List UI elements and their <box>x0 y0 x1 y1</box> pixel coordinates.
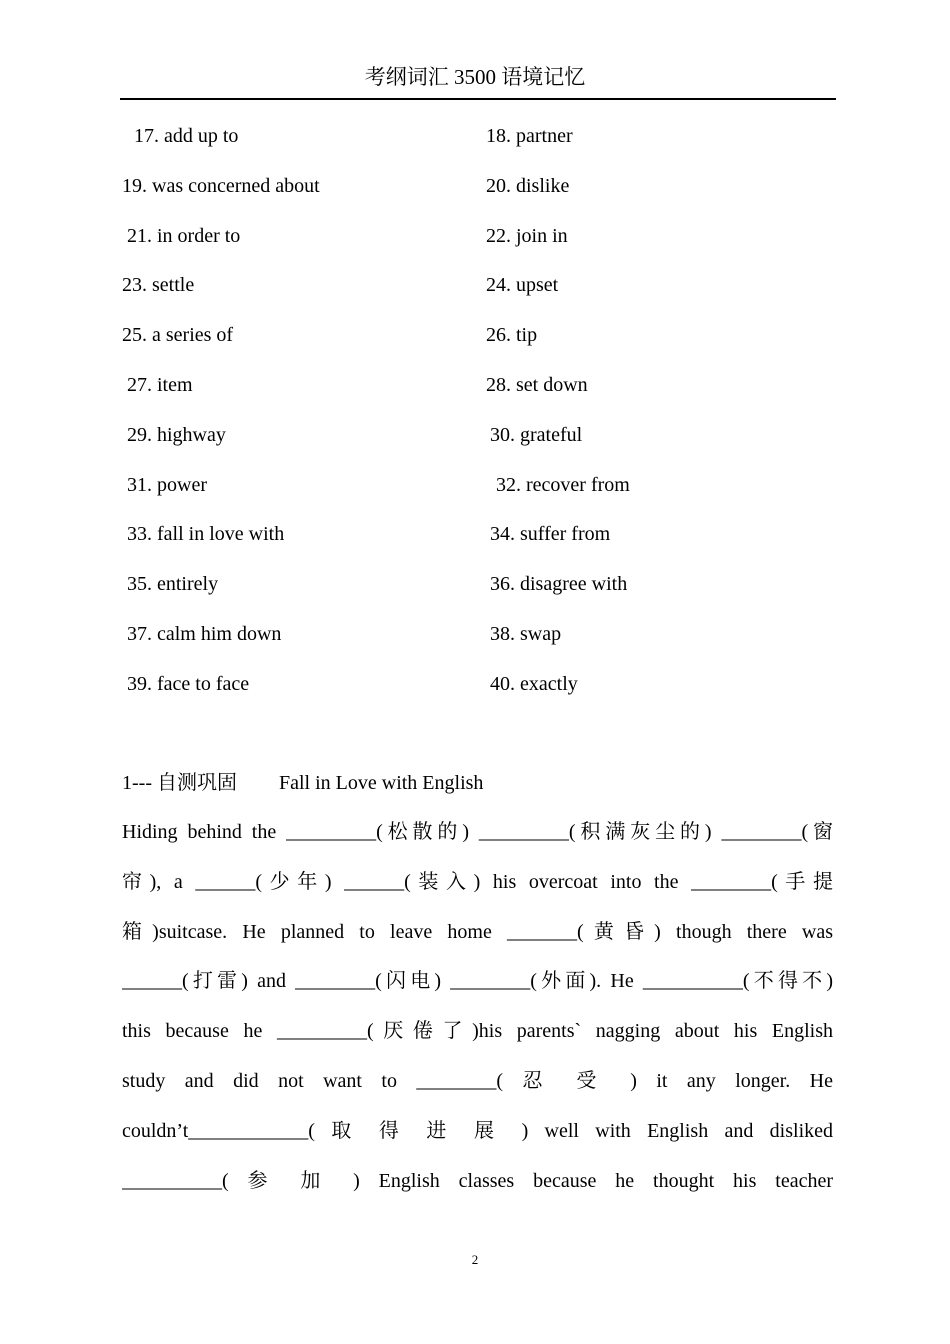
vocab-row <box>0 461 950 511</box>
vocab-item: 35. entirely <box>127 573 219 596</box>
paragraph-line: 箱)suitcase. He planned to leave home _______(黄昏) though there was <box>122 920 833 943</box>
vocab-row <box>0 510 950 560</box>
vocab-item: 24. upset <box>486 274 559 297</box>
vocab-item: 17. add up to <box>134 125 239 147</box>
vocab-item: 33. fall in love with <box>127 523 285 546</box>
paragraph-line: this because he _________(厌倦了)his parents` nagging about his English <box>122 1020 833 1043</box>
vocab-item: 31. power <box>127 473 207 496</box>
vocab-row <box>0 311 950 361</box>
vocab-item: 39. face to face <box>127 672 250 695</box>
vocab-item: 40. exactly <box>490 672 578 695</box>
vocab-row <box>0 610 950 660</box>
vocab-row <box>0 411 950 461</box>
vocab-row <box>0 660 950 710</box>
paragraph-line: study and did not want to ________( 忍 受 ) it any longer. He <box>122 1069 833 1092</box>
cloze-paragraph <box>122 808 833 1206</box>
vocab-item: 29. highway <box>127 423 226 446</box>
section-heading <box>122 765 483 801</box>
vocab-item: 18. partner <box>486 125 573 147</box>
vocab-item: 36. disagree with <box>490 573 628 596</box>
section-title: Fall in Love with English <box>278 772 484 794</box>
vocab-row <box>0 361 950 411</box>
vocab-item: 28. set down <box>486 373 588 396</box>
vocab-row <box>0 112 950 162</box>
vocab-item: 20. dislike <box>486 174 570 197</box>
running-header: 考纲词汇 3500 语境记忆 <box>364 65 586 89</box>
vocab-row <box>0 261 950 311</box>
paragraph-line: Hiding behind the _________(松散的) _________(积满灰尘的) ________(窗 <box>122 821 833 843</box>
vocab-item: 34. suffer from <box>490 523 611 546</box>
paragraph-line: 帘), a ______(少年) ______(装入) his overcoat into the ________(手提 <box>122 870 833 893</box>
vocab-item: 30. grateful <box>490 423 583 446</box>
vocab-item: 37. calm him down <box>127 622 282 645</box>
vocab-item: 21. in order to <box>127 224 241 247</box>
vocabulary-answer-list <box>0 112 950 710</box>
paragraph-line: __________( 参 加 ) English classes because he thought his teacher <box>122 1169 833 1192</box>
vocab-item: 32. recover from <box>496 473 630 496</box>
vocab-item: 25. a series of <box>122 324 234 347</box>
page-number: 2 <box>471 1252 479 1267</box>
paragraph-line: ______(打雷) and ________(闪电) ________(外面). He __________(不得不) <box>122 970 833 993</box>
vocab-item: 23. settle <box>122 274 195 297</box>
vocab-row <box>0 212 950 262</box>
vocab-item: 26. tip <box>486 324 538 347</box>
section-number: 1--- 自测巩固 <box>122 772 237 794</box>
vocab-item: 22. join in <box>486 224 568 247</box>
paragraph-line: couldn’t____________( 取 得 进 展 ) well with English and disliked <box>122 1119 833 1142</box>
vocab-row <box>0 162 950 212</box>
vocab-row <box>0 560 950 610</box>
vocab-item: 38. swap <box>490 622 562 645</box>
header-rule <box>120 98 836 100</box>
vocab-item: 27. item <box>127 373 193 396</box>
vocab-item: 19. was concerned about <box>122 174 320 197</box>
